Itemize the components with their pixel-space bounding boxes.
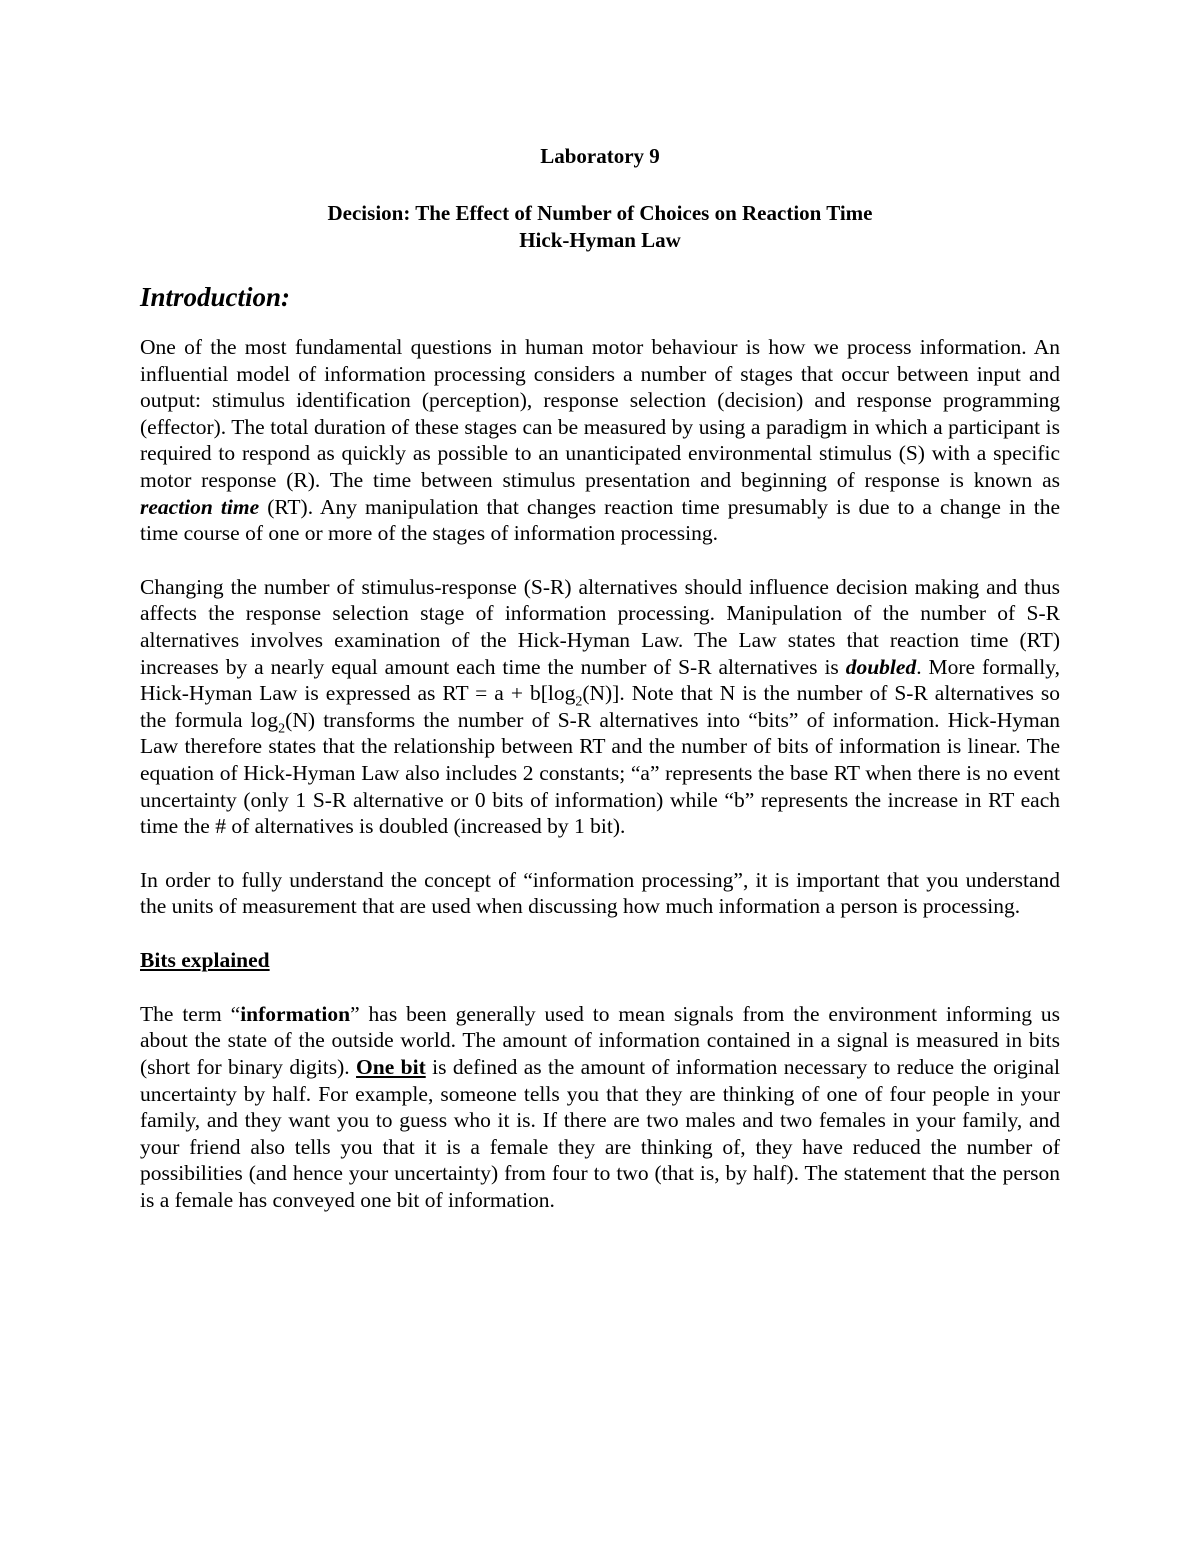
doubled-emphasis: doubled (845, 654, 917, 679)
document-body (140, 143, 1060, 1214)
intro-p2-text-d: (N) transforms the number of S-R alternatives into “bits” of information. Hick-Hyman Law therefore states that the relationship between RT and the number of bits of information is linear. The equation of Hick-Hyman Law also includes 2 constants; “a” represents the base RT when there is no event uncertainty (only 1 S-R alternative or 0 bits of information) while “b” represents the increase in RT each time the # of alternatives is doubled (increased by 1 bit). (140, 707, 1060, 839)
intro-paragraph-3: In order to fully understand the concept of “information processing”, it is important that you understand the units of measurement that are used when discussing how much information a person is processing. (140, 867, 1060, 919)
intro-p1-text-a: One of the most fundamental questions in human motor behaviour is how we process information. An influential model of information processing considers a number of stages that occur between input and output: stimulus identification (perception), response selection (decision) and response programming (effector). The total duration of these stages can be measured by using a paradigm in which a participant is required to respond as quickly as possible to an unanticipated environmental stimulus (S) with a specific motor response (R). The time between stimulus presentation and beginning of response is known as (140, 335, 1060, 492)
bits-paragraph-1 (140, 1001, 1060, 1214)
intro-paragraph-1 (140, 334, 1060, 547)
subtitle-block (140, 200, 1060, 254)
intro-p2-text-a: Changing the number of stimulus-response (S-R) alternatives should influence decision making and thus affects the response selection stage of information processing. Manipulation of the number of S-R alternatives involves examination of the Hick-Hyman Law. The Law states that reaction time (RT) increases by a nearly equal amount each time the number of S-R alternatives is (140, 574, 1060, 679)
page-title: Laboratory 9 (540, 144, 660, 168)
subtitle-line-2: Hick-Hyman Law (519, 228, 681, 252)
intro-p1-text-b: (RT). Any manipulation that changes reaction time presumably is due to a change in the time course of one or more of the stages of information processing. (140, 494, 1060, 546)
bits-explained-heading: Bits explained (140, 947, 270, 972)
reaction-time-emphasis: reaction time (140, 494, 260, 519)
bits-p1-text-c: is defined as the amount of information necessary to reduce the original uncertainty by half. For example, someone tells you that they are thinking of one of four people in your family, and they want you to guess who it is. If there are two males and two females in your family, and your friend also tells you that it is a female they are thinking of, they have reduced the number of possibilities (and hence your uncertainty) from four to two (that is, by half). The statement that the person is a female has conveyed one bit of information. (140, 1055, 1060, 1213)
log-base-subscript-1: 2 (575, 694, 583, 710)
bits-p1-text-b: ” has been generally used to mean signals from the environment informing us about the state of the outside world. The amount of information contained in a signal is measured in bits (short for binary digits). (140, 1001, 1060, 1080)
intro-p2-text-c: (N)]. Note that N is the number of S-R alternatives so the formula log (140, 681, 1060, 732)
bits-p1-text-a: The term “ (140, 1001, 241, 1026)
intro-paragraph-2 (140, 574, 1060, 840)
subtitle-line-1: Decision: The Effect of Number of Choices on Reaction Time (327, 201, 873, 225)
information-term: information (240, 1001, 351, 1026)
intro-p2-text-b: . More formally, Hick-Hyman Law is expressed as RT = a + b[log (140, 654, 1060, 706)
log-base-subscript-2: 2 (278, 721, 286, 737)
one-bit-term: One bit (356, 1055, 426, 1080)
introduction-heading: Introduction: (140, 282, 291, 312)
